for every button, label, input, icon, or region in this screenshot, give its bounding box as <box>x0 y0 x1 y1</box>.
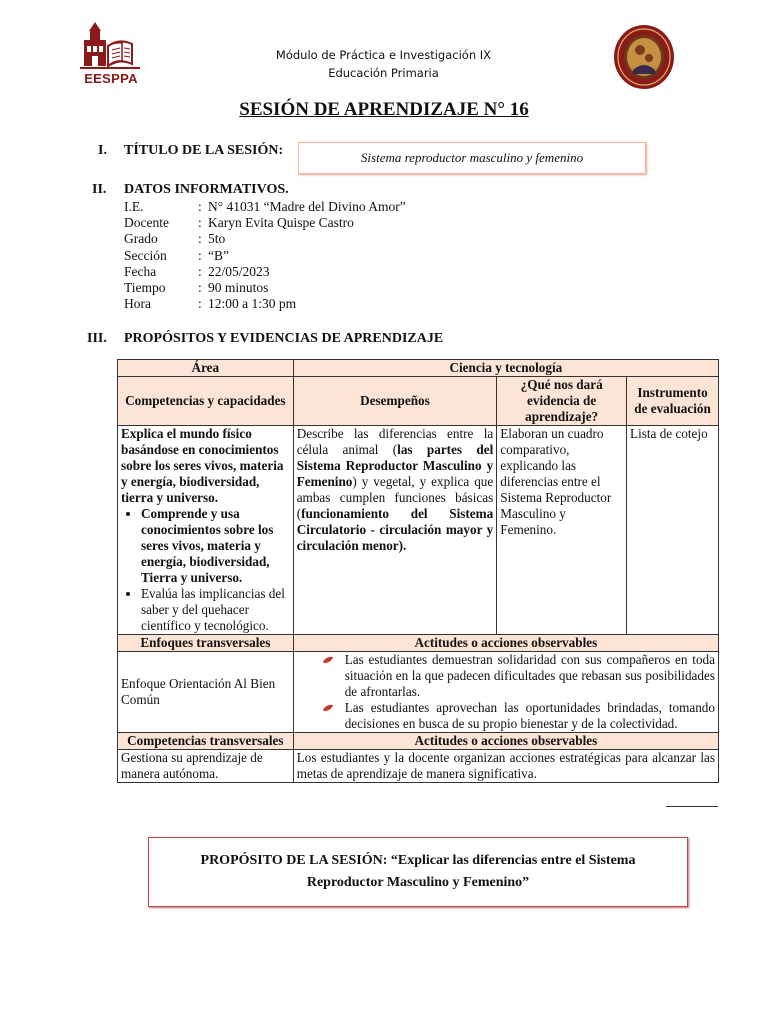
table-row-headers <box>118 377 719 426</box>
session-purpose-box <box>148 837 688 907</box>
table-row-content <box>118 426 719 635</box>
info-value: 12:00 a 1:30 pm <box>208 296 297 312</box>
education-level: Educación Primaria <box>328 66 439 80</box>
section-1-number: I. <box>98 143 107 158</box>
session-title: SESIÓN DE APRENDIZAJE N° 16 <box>239 99 529 120</box>
header-desempenos: Desempeños <box>293 377 497 426</box>
info-row-grado <box>124 231 406 247</box>
info-row-fecha <box>124 264 406 280</box>
actitudes-label: Actitudes o acciones observables <box>293 635 718 652</box>
comp-trans-cell: Gestiona su aprendizaje de manera autónoma. <box>118 750 294 783</box>
area-label-cell: Área <box>118 360 294 377</box>
competencias-cell <box>118 426 294 635</box>
info-value: Karyn Evita Quispe Castro <box>208 215 354 231</box>
capacidad-item: • Evalúa las implicancias del saber y del quehacer científico y tecnológico. <box>141 586 290 634</box>
info-value: N° 41031 “Madre del Divino Amor” <box>208 199 406 214</box>
brand-name: EESPPA <box>84 71 138 86</box>
table-row-enfoques <box>118 652 719 733</box>
info-sep: : <box>198 263 202 279</box>
info-key: Hora <box>124 296 151 312</box>
section-2-number: II. <box>92 182 107 197</box>
info-row-tiempo <box>124 280 406 296</box>
capacidades-list <box>121 506 290 634</box>
session-purpose-text <box>178 850 658 894</box>
competencia-text: Explica el mundo físico basándose en conocimientos sobre los seres vivos, materia y energía, biodiversidad, tierra y universo. <box>121 426 284 505</box>
desempeno-text: Describe las diferencias entre la célula animal ( <box>296 426 494 457</box>
capacidad-item: • Comprende y usa conocimientos sobre los seres vivos, materia y energía, biodiversidad, Tierra y universo. <box>141 506 290 586</box>
desempeno-text: ) y vegetal, y explica que ambas cumplen funciones básicas ( <box>296 474 494 521</box>
actitud-item <box>297 700 715 732</box>
info-row-hora <box>124 296 406 312</box>
section-3-number: III. <box>87 331 107 346</box>
desempeno-bold: las partes del Sistema Reproductor Masculino y Femenino <box>296 442 494 489</box>
table-row-comp-trans-header <box>118 733 719 750</box>
comp-trans-accion-cell: Los estudiantes y la docente organizan acciones estratégicas para alcanzar las metas de aprendizaje de manera significativa. <box>293 750 718 783</box>
session-topic: Sistema reproductor masculino y femenino <box>360 150 584 165</box>
desempenos-cell <box>293 426 497 635</box>
underline-mark <box>666 806 718 807</box>
purposes-table <box>117 359 719 783</box>
info-value: 5to <box>208 231 226 247</box>
evidencia-cell: Elaboran un cuadro comparativo, explicando las diferencias entre el Sistema Reproductor Masculino y Femenino. <box>497 426 627 635</box>
actitudes-cell <box>293 652 718 733</box>
section-2-label: DATOS INFORMATIVOS. <box>124 182 289 197</box>
institution-seal <box>613 24 675 90</box>
info-key: Grado <box>124 231 158 247</box>
info-sep: : <box>198 247 202 263</box>
info-row-docente <box>124 215 406 231</box>
section-1-label: TÍTULO DE LA SESIÓN: <box>124 143 284 158</box>
info-row-seccion <box>124 248 406 264</box>
info-sep: : <box>198 296 202 312</box>
comp-trans-label: Competencias transversales <box>118 733 294 750</box>
actitud-item <box>297 652 715 700</box>
header-competencias: Competencias y capacidades <box>118 377 294 426</box>
info-key: Sección <box>124 247 167 263</box>
area-value-cell: Ciencia y tecnología <box>293 360 718 377</box>
instrumento-cell: Lista de cotejo <box>627 426 719 635</box>
actitudes-label-2: Actitudes o acciones observables <box>293 733 718 750</box>
actitudes-list <box>297 652 715 732</box>
section-3-label: PROPÓSITOS Y EVIDENCIAS DE APRENDIZAJE <box>124 331 444 346</box>
religious-seal-icon <box>613 24 675 90</box>
actitud-text: Las estudiantes demuestran solidaridad con sus compañeros en toda situación en la que padecen dificultades que rebasan sus posibilidades de afrontarlas. <box>344 652 715 699</box>
info-sep: : <box>198 231 202 247</box>
info-row-ie <box>124 199 406 215</box>
info-key: Fecha <box>124 263 157 279</box>
purpose-label: PROPÓSITO DE LA SESIÓN: <box>200 853 391 868</box>
session-title-box <box>298 142 646 174</box>
table-row-comp-trans <box>118 750 719 783</box>
table-row-enfoques-header <box>118 635 719 652</box>
info-sep: : <box>198 199 202 214</box>
desempeno-bold: funcionamiento del Sistema Circulatorio - circulación mayor y circulación menor). <box>296 506 494 553</box>
info-key: Tiempo <box>124 280 166 296</box>
purpose-value: “Explicar las diferencias entre el Sistema Reproductor Masculino y Femenino” <box>306 853 636 890</box>
info-key: Docente <box>124 215 169 231</box>
module-name: Módulo de Práctica e Investigación IX <box>275 48 492 62</box>
header-instrumento: Instrumento de evaluación <box>627 377 719 426</box>
table-row-area <box>118 360 719 377</box>
enfoque-cell: Enfoque Orientación Al Bien Común <box>118 652 294 733</box>
info-value: “B” <box>208 247 229 263</box>
info-value: 90 minutos <box>208 280 269 296</box>
info-sep: : <box>198 215 202 231</box>
red-leaf-bullet-icon <box>323 704 333 712</box>
red-leaf-bullet-icon <box>323 656 333 664</box>
info-sep: : <box>198 280 202 296</box>
info-list <box>124 199 406 312</box>
info-key: I.E. <box>124 199 144 214</box>
header-evidencia: ¿Qué nos dará evidencia de aprendizaje? <box>497 377 627 426</box>
actitud-text: Las estudiantes aprovechan las oportunidades brindadas, tomando decisiones en busca de su propio bienestar y de la colectividad. <box>344 700 715 731</box>
info-value: 22/05/2023 <box>208 263 270 279</box>
enfoques-label: Enfoques transversales <box>118 635 294 652</box>
